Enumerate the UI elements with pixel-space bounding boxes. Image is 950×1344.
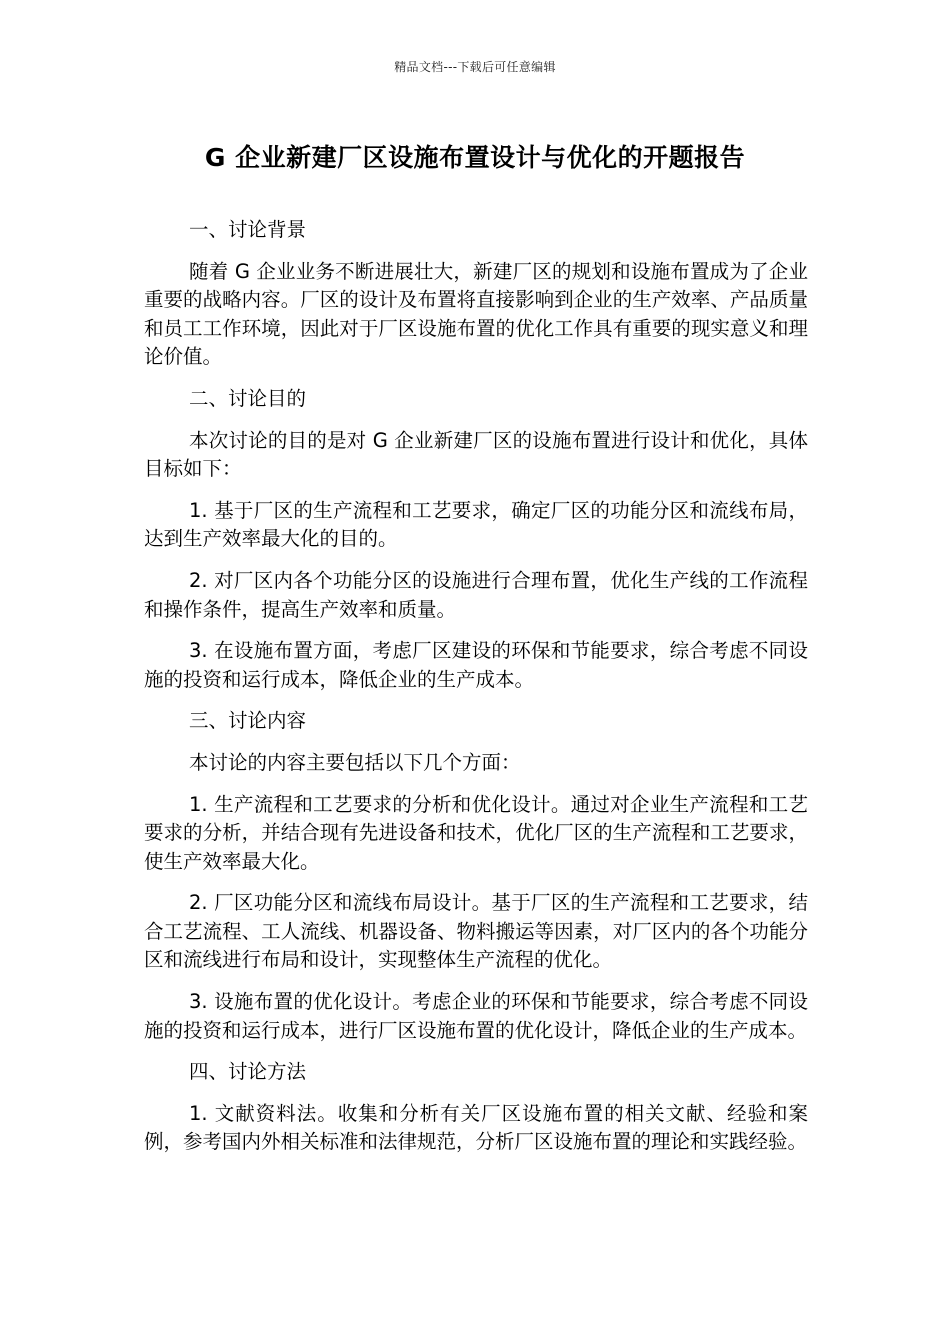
list-item-content-1: 1. 生产流程和工艺要求的分析和优化设计。通过对企业生产流程和工艺要求的分析，并结合现有先进设备和技术，优化厂区的生产流程和工艺要求，使生产效率最大化。 bbox=[144, 792, 808, 873]
section-heading-content: 三、讨论内容 bbox=[189, 709, 307, 733]
section-heading-methods: 四、讨论方法 bbox=[189, 1060, 307, 1084]
header-note: 精品文档---下载后可任意编辑 bbox=[394, 60, 556, 74]
list-item-content-2: 2. 厂区功能分区和流线布局设计。基于厂区的生产流程和工艺要求，结合工艺流程、工人流线、机器设备、物料搬运等因素，对厂区内的各个功能分区和流线进行布局和设计，实现整体生产流程的优化。 bbox=[144, 891, 808, 972]
paragraph-content-intro: 本讨论的内容主要包括以下几个方面： bbox=[189, 750, 521, 774]
section-heading-purpose: 二、讨论目的 bbox=[189, 386, 307, 410]
document-title: G 企业新建厂区设施布置设计与优化的开题报告 bbox=[204, 143, 746, 172]
list-item-purpose-2: 2. 对厂区内各个功能分区的设施进行合理布置，优化生产线的工作流程和操作条件，提高生产效率和质量。 bbox=[144, 568, 808, 621]
list-item-methods-1: 1. 文献资料法。收集和分析有关厂区设施布置的相关文献、经验和案例，参考国内外相关标准和法律规范，分析厂区设施布置的理论和实践经验。 bbox=[144, 1101, 808, 1154]
document-body bbox=[144, 216, 808, 1170]
list-item-purpose-3: 3. 在设施布置方面，考虑厂区建设的环保和节能要求，综合考虑不同设施的投资和运行成本，降低企业的生产成本。 bbox=[144, 639, 808, 691]
paragraph-purpose-intro: 本次讨论的目的是对 G 企业新建厂区的设施布置进行设计和优化，具体目标如下： bbox=[144, 428, 808, 481]
paragraph-background: 随着 G 企业业务不断进展壮大，新建厂区的规划和设施布置成为了企业重要的战略内容。厂区的设计及布置将直接影响到企业的生产效率、产品质量和员工工作环境，因此对于厂区设施布置的优化工作具有重要的现实意义和理论价值。 bbox=[144, 259, 808, 369]
list-item-purpose-1: 1. 基于厂区的生产流程和工艺要求，确定厂区的功能分区和流线布局，达到生产效率最大化的目的。 bbox=[144, 498, 808, 551]
section-heading-background: 一、讨论背景 bbox=[189, 218, 307, 241]
list-item-content-3: 3. 设施布置的优化设计。考虑企业的环保和节能要求，综合考虑不同设施的投资和运行成本，进行厂区设施布置的优化设计，降低企业的生产成本。 bbox=[144, 990, 808, 1042]
